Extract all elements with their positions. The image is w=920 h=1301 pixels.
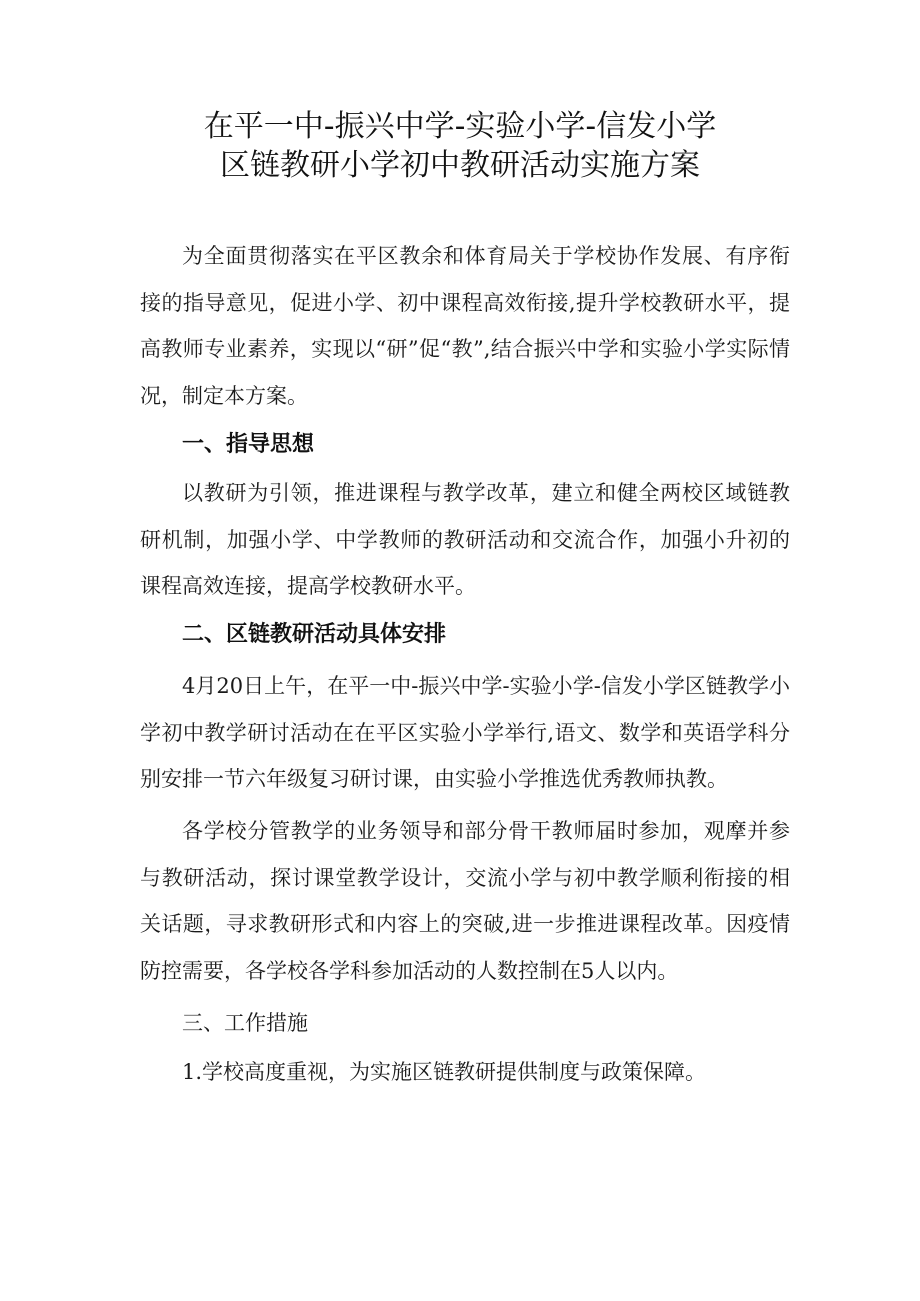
document-title-line-2: 区链教研小学初中教研活动实施方案 [220,148,700,183]
section-2-heading: 二、区链教研活动具体安排 [182,622,447,647]
section-2-paragraph-1: 4月20日上午，在平一中-振兴中学-实验小学-信发小学区链教学小学初中教学研讨活动在在平区实验小学举行,语文、数学和英语学科分别安排一节六年级复习研讨课，由实验小学推选优秀教师执教。 [140,674,790,791]
section-2-paragraph-2: 各学校分管教学的业务领导和部分骨干教师届时参加，观摩并参与教研活动，探讨课堂教学设计，交流小学与初中教学顺利衔接的相关话题，寻求教研形式和内容上的突破,进一步推进课程改革。因疫情防控需要，各学校各学科参加活动的人数控制在5人以内。 [140,819,790,983]
section-3-heading: 三、工作措施 [182,1011,308,1035]
section-1-heading: 一、指导思想 [182,432,315,457]
intro-paragraph: 为全面贯彻落实在平区教余和体育局关于学校协作发展、有序衔接的指导意见，促进小学、初中课程高效衔接,提升学校教研水平，提高教师专业素养，实现以“研”促“教”,结合振兴中学和实验小学实际情况，制定本方案。 [140,244,790,408]
section-3-item-1: 1.学校高度重视，为实施区链教研提供制度与政策保障。 [182,1060,707,1084]
section-1-paragraph: 以教研为引领，推进课程与教学改革，建立和健全两校区域链教研机制，加强小学、中学教师的教研活动和交流合作，加强小升初的课程高效连接，提高学校教研水平。 [140,481,790,598]
document-title-line-1: 在平一中-振兴中学-实验小学-信发小学 [203,109,717,144]
